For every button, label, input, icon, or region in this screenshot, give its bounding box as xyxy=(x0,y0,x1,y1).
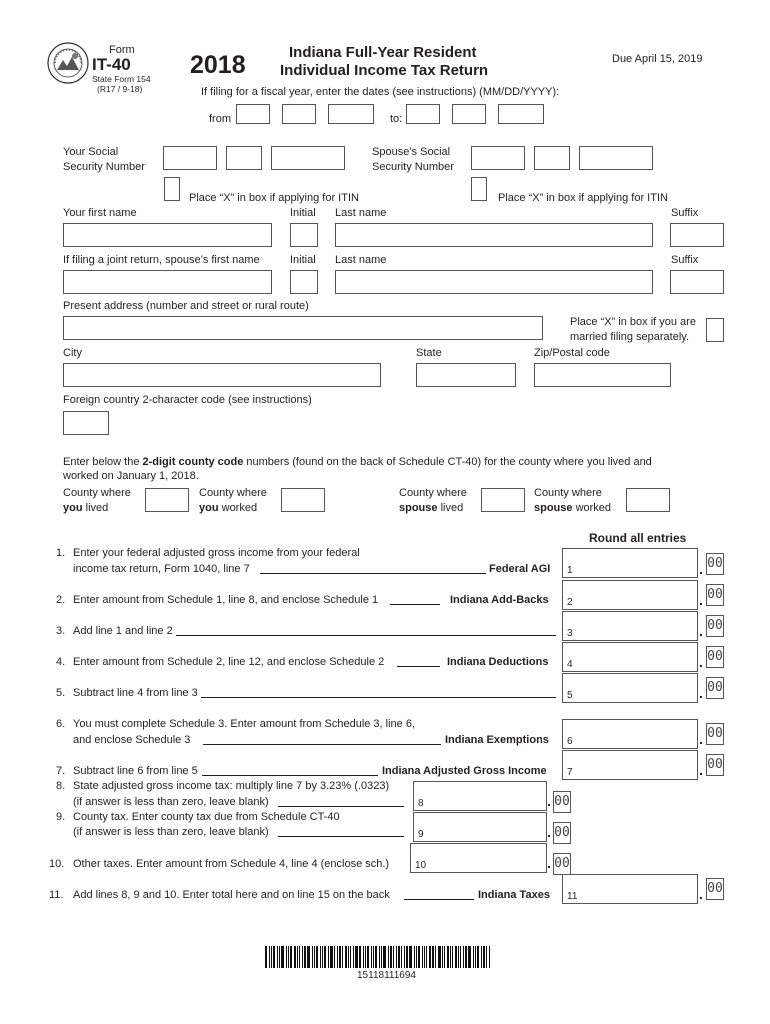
barcode-bar xyxy=(273,946,275,968)
spouse-ssn-part2-field[interactable] xyxy=(534,146,570,170)
line-8-text: State adjusted gross income tax: multiply line 7 by 3.23% (.0323) xyxy=(73,780,390,792)
line-6-text-2: and enclose Schedule 3 xyxy=(73,734,191,746)
line-4-leader xyxy=(397,666,440,667)
line-2-cents: 00 xyxy=(706,584,724,606)
barcode-bar xyxy=(458,946,459,968)
line-4-decimal: . xyxy=(699,654,703,670)
fiscal-to-year[interactable] xyxy=(498,104,544,124)
initial-field[interactable] xyxy=(290,223,318,247)
suffix-field[interactable] xyxy=(670,223,724,247)
married-separately-note: Place “X” in box if you are xyxy=(570,316,696,328)
barcode-bar xyxy=(401,946,402,968)
barcode-bar xyxy=(322,946,323,968)
spouse-ssn-part1-field[interactable] xyxy=(471,146,525,170)
spouse-initial-label: Initial xyxy=(290,254,316,266)
line-9-cents: 00 xyxy=(553,822,571,844)
line-9-amount-field[interactable] xyxy=(413,812,547,842)
barcode-bar xyxy=(424,946,425,968)
line-2-box-number: 2 xyxy=(567,597,573,608)
line-10-box-number: 10 xyxy=(415,860,427,871)
line-8-cents: 00 xyxy=(553,791,571,813)
line-3-leader xyxy=(176,635,556,636)
line-7-box-number: 7 xyxy=(567,767,573,778)
barcode-number: 15118111694 xyxy=(357,970,416,981)
barcode-bar xyxy=(334,946,335,968)
state-label: State xyxy=(416,347,442,359)
barcode-bar xyxy=(353,946,354,968)
barcode-bar xyxy=(444,946,445,968)
line-11-number: 11. xyxy=(49,889,64,901)
barcode-bar xyxy=(312,946,313,968)
barcode-bar xyxy=(489,946,490,968)
spouse-ssn-label: Spouse’s Social xyxy=(372,146,451,158)
initial-label: Initial xyxy=(290,207,316,219)
itin-note: Place “X” in box if applying for ITIN xyxy=(189,192,359,204)
barcode-bar xyxy=(393,946,394,968)
barcode-bar xyxy=(426,946,427,968)
line-11-text: Add lines 8, 9 and 10. Enter total here and on line 15 on the back xyxy=(73,889,390,901)
barcode-bar xyxy=(452,946,453,968)
barcode-bar xyxy=(438,946,441,968)
barcode-bar xyxy=(396,946,397,968)
fiscal-to-day[interactable] xyxy=(452,104,486,124)
barcode-bar xyxy=(279,946,280,968)
line-7-decimal: . xyxy=(699,762,703,778)
barcode-bar xyxy=(345,946,347,968)
fiscal-from-year[interactable] xyxy=(328,104,374,124)
spouse-itin-note: Place “X” in box if applying for ITIN xyxy=(498,192,668,204)
last-name-label: Last name xyxy=(335,207,387,219)
barcode-bar xyxy=(371,946,372,968)
barcode-bar xyxy=(342,946,343,968)
county-you-lived-field[interactable] xyxy=(145,488,189,512)
last-name-field[interactable] xyxy=(335,223,653,247)
line-10-amount-field[interactable] xyxy=(410,843,547,873)
county-spouse-lived-label: County where spouse lived xyxy=(399,487,467,514)
barcode-bar xyxy=(442,946,443,968)
county-you-worked-label: County where you worked xyxy=(199,487,267,514)
line-1-leader xyxy=(260,573,486,574)
barcode-bar xyxy=(416,946,417,968)
line-6-number: 6. xyxy=(56,718,66,730)
address-field[interactable] xyxy=(63,316,543,340)
barcode-bar xyxy=(281,946,284,968)
line-6-amount-field[interactable] xyxy=(562,719,698,749)
married-separately-checkbox[interactable] xyxy=(706,318,724,342)
line-11-leader xyxy=(404,899,474,900)
from-label: from xyxy=(209,113,231,125)
barcode-bar xyxy=(375,946,377,968)
barcode-bar xyxy=(450,946,451,968)
barcode-bar xyxy=(373,946,374,968)
line-8-box-number: 8 xyxy=(418,798,424,809)
line-1-decimal: . xyxy=(699,561,703,577)
round-entries-note: Round all entries xyxy=(589,531,687,545)
tax-year: 2018 xyxy=(190,51,246,79)
barcode-bar xyxy=(398,946,400,968)
line-10-cents: 00 xyxy=(553,853,571,875)
zip-field[interactable] xyxy=(534,363,671,387)
line-2-text: Enter amount from Schedule 1, line 8, and enclose Schedule 1 xyxy=(73,594,379,606)
barcode-bar xyxy=(483,946,485,968)
barcode-bar xyxy=(320,946,321,968)
line-11-label: Indiana Taxes xyxy=(478,889,550,901)
line-9-number: 9. xyxy=(56,811,66,823)
barcode-bar xyxy=(477,946,479,968)
line-8-decimal: . xyxy=(547,793,551,809)
barcode-bar xyxy=(359,946,361,968)
barcode-bar xyxy=(404,946,405,968)
city-label: City xyxy=(63,347,82,359)
line-6-leader xyxy=(203,744,441,745)
county-intro: Enter below the 2-digit county code numbers (found on the back of Schedule CT-40) for the county where you lived and xyxy=(63,456,652,468)
line-8-leader xyxy=(278,806,404,807)
fiscal-from-day[interactable] xyxy=(282,104,316,124)
fiscal-to-month[interactable] xyxy=(406,104,440,124)
barcode-bar xyxy=(460,946,461,968)
barcode-bar xyxy=(314,946,315,968)
line-7-label: Indiana Adjusted Gross Income xyxy=(382,765,547,777)
line-11-cents: 00 xyxy=(706,878,724,900)
line-1-box-number: 1 xyxy=(567,565,573,576)
barcode-bar xyxy=(429,946,431,968)
barcode-bar xyxy=(290,946,292,968)
barcode-bar xyxy=(337,946,338,968)
line-7-cents: 00 xyxy=(706,754,724,776)
fiscal-year-note: If filing for a fiscal year, enter the dates (see instructions) (MM/DD/YYYY): xyxy=(201,86,560,98)
state-seal-icon xyxy=(47,42,89,84)
barcode-bar xyxy=(269,946,270,968)
line-5-amount-field[interactable] xyxy=(562,673,698,703)
spouse-first-name-field[interactable] xyxy=(63,270,272,294)
barcode-bar xyxy=(330,946,333,968)
line-8-text-2: (if answer is less than zero, leave blank) xyxy=(73,796,269,808)
county-you-lived-label: County where you lived xyxy=(63,487,131,514)
ssn-part2-field[interactable] xyxy=(226,146,262,170)
barcode-bar xyxy=(414,946,415,968)
line-6-text: You must complete Schedule 3. Enter amount from Schedule 3, line 6, xyxy=(73,718,416,730)
ssn-part3-field[interactable] xyxy=(271,146,345,170)
spouse-ssn-label-2: Security Number xyxy=(372,161,454,173)
barcode-bar xyxy=(328,946,329,968)
line-4-box-number: 4 xyxy=(567,659,573,670)
line-5-decimal: . xyxy=(699,685,703,701)
form-title-line1: Indiana Full-Year Resident xyxy=(289,44,477,61)
barcode-bar xyxy=(265,946,267,968)
suffix-label: Suffix xyxy=(671,207,699,219)
due-date: Due April 15, 2019 xyxy=(612,53,703,65)
barcode-graphic xyxy=(265,946,505,968)
itin-checkbox[interactable] xyxy=(164,177,180,201)
barcode-bar xyxy=(468,946,471,968)
state-field[interactable] xyxy=(416,363,516,387)
spouse-ssn-part3-field[interactable] xyxy=(579,146,653,170)
spouse-suffix-label: Suffix xyxy=(671,254,699,266)
line-3-amount-field[interactable] xyxy=(562,611,698,641)
line-9-box-number: 9 xyxy=(418,829,424,840)
barcode-bar xyxy=(379,946,380,968)
barcode-bar xyxy=(339,946,341,968)
line-4-cents: 00 xyxy=(706,646,724,668)
ssn-label: Your Social xyxy=(63,146,119,158)
barcode-bar xyxy=(390,946,392,968)
line-3-cents: 00 xyxy=(706,615,724,637)
line-9-leader xyxy=(278,836,404,837)
form-number: IT-40 xyxy=(92,55,131,74)
form-word: Form xyxy=(109,44,135,56)
barcode-bar xyxy=(299,946,300,968)
barcode-bar xyxy=(406,946,408,968)
line-6-decimal: . xyxy=(699,731,703,747)
line-1-text-2: income tax return, Form 1040, line 7 xyxy=(73,563,250,575)
line-6-box-number: 6 xyxy=(567,736,573,747)
barcode-bar xyxy=(324,946,326,968)
line-3-number: 3. xyxy=(56,625,66,637)
barcode-bar xyxy=(363,946,364,968)
form-revision: (R17 / 9-18) xyxy=(97,84,143,94)
barcode-bar xyxy=(348,946,349,968)
line-7-leader xyxy=(202,775,378,776)
address-label: Present address (number and street or rural route) xyxy=(63,300,309,312)
ssn-label-2: Security Number xyxy=(63,161,145,173)
barcode-bar xyxy=(294,946,296,968)
city-field[interactable] xyxy=(63,363,381,387)
line-2-decimal: . xyxy=(699,592,703,608)
line-1-text: Enter your federal adjusted gross income from your federal xyxy=(73,547,360,559)
line-8-number: 8. xyxy=(56,780,66,792)
line-3-text: Add line 1 and line 2 xyxy=(73,625,173,637)
foreign-country-field[interactable] xyxy=(63,411,109,435)
county-spouse-worked-label: County where spouse worked xyxy=(534,487,612,514)
line-3-decimal: . xyxy=(699,623,703,639)
fiscal-from-month[interactable] xyxy=(236,104,270,124)
barcode-bar xyxy=(271,946,272,968)
barcode-bar xyxy=(307,946,310,968)
line-2-number: 2. xyxy=(56,594,66,606)
foreign-country-label: Foreign country 2-character code (see instructions) xyxy=(63,394,312,406)
line-2-amount-field[interactable] xyxy=(562,580,698,610)
line-3-box-number: 3 xyxy=(567,628,573,639)
barcode-bar xyxy=(481,946,482,968)
barcode-bar xyxy=(365,946,366,968)
line-6-cents: 00 xyxy=(706,723,724,745)
barcode-bar xyxy=(475,946,476,968)
line-2-leader xyxy=(390,604,440,605)
barcode-bar xyxy=(288,946,289,968)
line-9-text-2: (if answer is less than zero, leave blank) xyxy=(73,826,269,838)
line-1-label: Federal AGI xyxy=(489,563,551,575)
barcode-bar xyxy=(409,946,412,968)
barcode-bar xyxy=(286,946,287,968)
married-separately-note-2: married filing separately. xyxy=(570,331,690,343)
barcode-bar xyxy=(447,946,449,968)
barcode-bar xyxy=(455,946,457,968)
barcode-bar xyxy=(367,946,369,968)
line-4-text: Enter amount from Schedule 2, line 12, and enclose Schedule 2 xyxy=(73,656,385,668)
line-9-decimal: . xyxy=(547,824,551,840)
line-9-text: County tax. Enter county tax due from Schedule CT-40 xyxy=(73,811,340,823)
line-10-number: 10. xyxy=(49,858,65,870)
barcode-bar xyxy=(432,946,434,968)
barcode-bar xyxy=(383,946,386,968)
line-4-label: Indiana Deductions xyxy=(447,656,549,668)
line-5-cents: 00 xyxy=(706,677,724,699)
barcode-bar xyxy=(277,946,278,968)
line-1-number: 1. xyxy=(56,547,66,559)
barcode-bar xyxy=(473,946,474,968)
line-11-box-number: 11 xyxy=(567,891,578,902)
line-7-text: Subtract line 6 from line 5 xyxy=(73,765,198,777)
line-4-number: 4. xyxy=(56,656,66,668)
line-7-number: 7. xyxy=(56,765,66,777)
line-2-label: Indiana Add-Backs xyxy=(450,594,549,606)
barcode-bar xyxy=(463,946,464,968)
county-spouse-worked-field[interactable] xyxy=(626,488,670,512)
form-title-line2: Individual Income Tax Return xyxy=(280,62,489,79)
line-11-amount-field[interactable] xyxy=(562,874,698,904)
barcode-bar xyxy=(355,946,358,968)
barcode-bar xyxy=(302,946,303,968)
state-form-number: State Form 154 xyxy=(92,74,151,84)
line-8-amount-field[interactable] xyxy=(413,781,547,811)
first-name-label: Your first name xyxy=(63,207,137,219)
line-11-decimal: . xyxy=(699,886,703,902)
barcode-bar xyxy=(388,946,389,968)
barcode-bar xyxy=(486,946,487,968)
spouse-itin-checkbox[interactable] xyxy=(471,177,487,201)
spouse-suffix-field[interactable] xyxy=(670,270,724,294)
line-10-text: Other taxes. Enter amount from Schedule 4, line 4 (enclose sch.) xyxy=(73,858,390,870)
zip-label: Zip/Postal code xyxy=(534,347,610,359)
line-10-decimal: . xyxy=(547,855,551,871)
spouse-initial-field[interactable] xyxy=(290,270,318,294)
barcode-bar xyxy=(304,946,306,968)
spouse-last-name-field[interactable] xyxy=(335,270,653,294)
barcode-bar xyxy=(465,946,467,968)
barcode-bar xyxy=(418,946,420,968)
county-intro-2: worked on January 1, 2018. xyxy=(63,470,199,482)
ssn-part1-field[interactable] xyxy=(163,146,217,170)
barcode-bar xyxy=(381,946,382,968)
line-5-leader xyxy=(201,697,556,698)
county-spouse-lived-field[interactable] xyxy=(481,488,525,512)
line-5-box-number: 5 xyxy=(567,690,573,701)
line-7-amount-field[interactable] xyxy=(562,750,698,780)
spouse-first-name-label: If filing a joint return, spouse’s first name xyxy=(63,254,260,266)
line-4-amount-field[interactable] xyxy=(562,642,698,672)
county-you-worked-field[interactable] xyxy=(281,488,325,512)
spouse-last-name-label: Last name xyxy=(335,254,387,266)
line-1-cents: 00 xyxy=(706,553,724,575)
line-6-label: Indiana Exemptions xyxy=(445,734,549,746)
to-label: to: xyxy=(390,113,403,125)
barcode-bar xyxy=(316,946,318,968)
first-name-field[interactable] xyxy=(63,223,272,247)
line-5-text: Subtract line 4 from line 3 xyxy=(73,687,198,699)
barcode-bar xyxy=(350,946,351,968)
barcode-bar xyxy=(435,946,436,968)
line-1-amount-field[interactable] xyxy=(562,548,698,578)
barcode-bar xyxy=(422,946,423,968)
barcode-bar xyxy=(297,946,298,968)
line-5-number: 5. xyxy=(56,687,66,699)
